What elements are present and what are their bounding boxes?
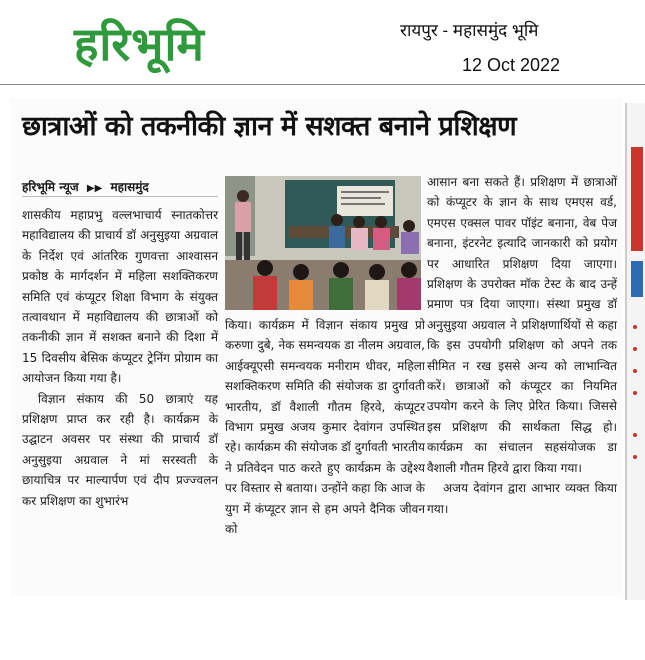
ad-blue-block	[631, 261, 643, 297]
classroom-photo-illustration	[225, 176, 421, 310]
article-paragraph: आसान बना सकते हैं। प्रशिक्षण में छात्राओं को कंप्यूटर के ज्ञान के साथ एमएस वर्ड, एमएस एक्सल पावर पॉइंट बनाना, वेब पेज बनाना, इंटरनेट इत्यादि जानकारी को प्रयोग पर आधारित प्रशिक्षण दिया जाएगा। प्रशिक्षण के उपरोक्त मॉक टेस्ट के बाद उन्हें प्रमाण पत्र दिया जाएगा। संस्था प्रमुख डॉ अनुसुइया अग्रवाल ने प्रशिक्षणार्थियों से कहा कि इस उपयोगी प्रशिक्षण को अपने तक सीमित न रख इससे अन्य को लाभान्वित करें। छात्राओं को कंप्यूटर का नियमित उपयोग करने के लिए प्रेरित किया। जिससे इस प्रशिक्षण की सार्थकता सिद्ध हो। कार्यक्रम का संचालन सहसंयोजक डा वैशाली गौतम हिरवे द्वारा किया गया।	[427, 175, 617, 475]
edition-date: 12 Oct 2022	[462, 55, 561, 75]
article-column-3	[427, 172, 617, 519]
article-headline: छात्राओं को तकनीकी ज्ञान में सशक्त बनाने प्रशिक्षण	[22, 111, 517, 142]
ad-bullet-icon	[633, 369, 637, 373]
edition-name: रायपुर - महासमुंद भूमि	[400, 21, 539, 40]
byline-arrow-icon: ▶▶	[86, 183, 103, 194]
byline-place: महासमुंद	[110, 180, 149, 194]
article-paragraph: अजय देवांगन द्वारा आभार व्यक्त किया गया।	[427, 481, 617, 516]
ad-bullet-icon	[633, 455, 637, 459]
article-column-1	[22, 205, 218, 511]
ad-red-block	[631, 147, 643, 251]
article-paragraph: शासकीय महाप्रभु वल्लभाचार्य स्नातकोत्तर महाविद्यालय की प्राचार्य डॉ अनुसुइया अग्रवाल के निर्देश एवं आंतरिक गुणवत्ता आश्वासन प्रकोष्ठ के मार्गदर्शन में महिला सशक्तिकरण समिति एवं कंप्यूटर शिक्षा विभाग के संयुक्त तत्वावधान में महाविद्यालय की छात्राओं को तकनीकी ज्ञान में सशक्त बनाने की दिशा में 15 दिवसीय बेसिक कंप्यूटर ट्रेनिंग प्रोग्राम का आयोजन किया गया है।	[22, 208, 218, 386]
ad-bullet-icon	[633, 325, 637, 329]
byline-agency: हरिभूमि न्यूज	[22, 180, 79, 194]
article-paragraph: किया। कार्यक्रम में विज्ञान संकाय प्रमुख प्रो करुणा दुबे, नेक समन्वयक डा नीलम अग्रवाल, आईक्यूएसी समन्वयक मनीराम धीवर, महिला सशक्तिकरण समिति की संयोजक डा दुर्गावती भारतीय, डॉ वैशाली गौतम हिरवे, कंप्यूटर विभाग प्रमुख अजय कुमार देवांगन उपस्थित रहे। कार्यक्रम की संयोजक डॉ दुर्गावती भारतीय ने प्रतिवेदन पाठ करते हुए कार्यक्रम के उद्देश्य पर विस्तार से बताया। उन्होंने कहा कि आज के युग में कंप्यूटर ज्ञान से हम अपने दैनिक जीवन को	[225, 318, 425, 537]
article-paragraph: विज्ञान संकाय की 50 छात्राएं यह प्रशिक्षण प्राप्त कर रही है। कार्यक्रम के उद्घाटन अवसर पर संस्था की प्राचार्य डॉ अनुसुइया अग्रवाल ने मां सरस्वती के छायाचित्र पर माल्यार्पण एवं दीप प्रज्ज्वलन कर प्रशिक्षण का शुभारंभ	[22, 391, 218, 508]
ad-bullet-icon	[633, 347, 637, 351]
classroom-photo	[225, 176, 421, 310]
article-column-2	[225, 315, 425, 539]
byline	[22, 178, 218, 197]
ad-bullet-icon	[633, 433, 637, 437]
masthead-divider	[0, 84, 645, 85]
adjacent-advertisement-strip	[625, 103, 645, 600]
ad-bullet-icon	[633, 391, 637, 395]
newspaper-logo: हरिभूमि	[74, 17, 205, 71]
